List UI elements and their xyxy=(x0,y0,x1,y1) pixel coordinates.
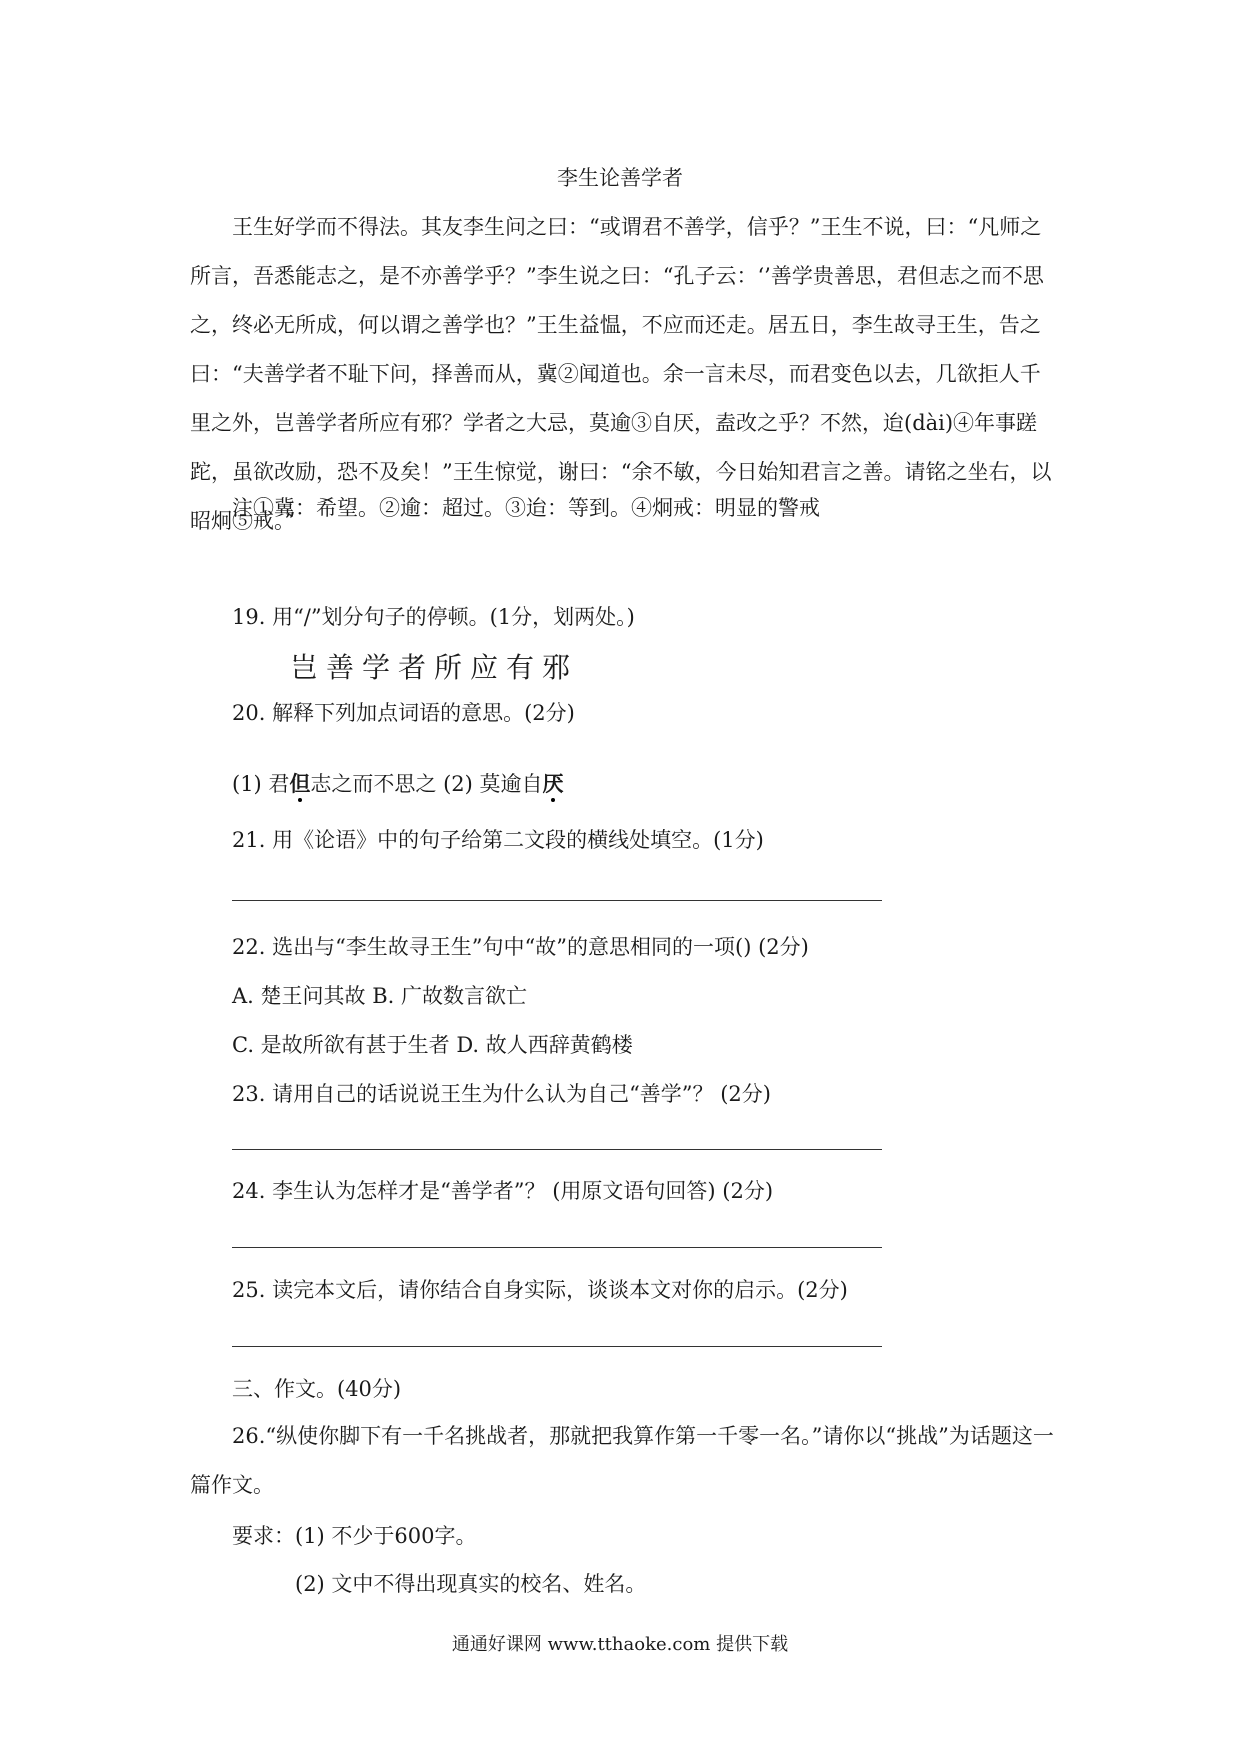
q20-part2: 志之而不思之 (2) 莫逾自 xyxy=(310,772,543,796)
q22-options-ab: A. 楚王问其故 B. 广故数言欲亡 xyxy=(232,984,527,1008)
question-23: 23. 请用自己的话说说王生为什么认为自己“善学”？ (2分) xyxy=(232,1082,771,1106)
footer-source: 通通好课网 www.tthaoke.com 提供下载 xyxy=(451,1634,789,1655)
answer-line-21[interactable] xyxy=(232,900,882,901)
section-essay-heading: 三、作文。(40分) xyxy=(232,1377,402,1401)
essay-requirement-1: 要求：(1) 不少于600字。 xyxy=(232,1524,477,1548)
question-25: 25. 读完本文后，请你结合自身实际，谈谈本文对你的启示。(2分) xyxy=(232,1278,848,1302)
question-20: 20. 解释下列加点词语的意思。(2分) xyxy=(232,701,575,725)
question-21: 21. 用《论语》中的句子给第二文段的横线处填空。(1分) xyxy=(232,828,764,852)
q20-items xyxy=(232,768,564,798)
q22-options-cd: C. 是故所欲有甚于生者 D. 故人西辞黄鹤楼 xyxy=(232,1033,633,1057)
dotted-word-dan: 但 xyxy=(289,771,311,796)
question-24: 24. 李生认为怎样才是“善学者”？ (用原文语句回答) (2分) xyxy=(232,1179,774,1203)
annotation-note: 注①冀：希望。②逾：超过。③迨：等到。④炯戒：明显的警戒 xyxy=(232,496,820,520)
question-19: 19. 用“/”划分句子的停顿。(1分，划两处。) xyxy=(232,605,635,629)
question-26: 26.“纵使你脚下有一千名挑战者，那就把我算作第一千零一名。”请你以“挑战”为话题这一篇作文。 xyxy=(190,1424,1054,1497)
dotted-word-yan: 厌 xyxy=(542,771,564,796)
question-22: 22. 选出与“李生故寻王生”句中“故”的意思相同的一项() (2分) xyxy=(232,935,809,959)
q19-sentence: 岂善学者所应有邪 xyxy=(290,651,579,684)
q20-part1: (1) 君 xyxy=(232,772,290,796)
passage-title: 李生论善学者 xyxy=(557,166,683,190)
answer-line-24[interactable] xyxy=(232,1247,882,1248)
essay-requirement-2: (2) 文中不得出现真实的校名、姓名。 xyxy=(295,1572,647,1596)
answer-line-23[interactable] xyxy=(232,1149,882,1150)
answer-line-25[interactable] xyxy=(232,1346,882,1347)
passage-text: 王生好学而不得法。其友李生问之曰：“或谓君不善学，信乎？”王生不说，曰：“凡师之所言，吾悉能志之，是不亦善学乎？”李生说之曰：“孔子云：‘’善学贵善思，君但志之而不思之，终必无所成，何以谓之善学也？”王生益愠，不应而还走。居五日，李生故寻王生，告之曰：“夫善学者不耻下问，择善而从，冀②闻道也。余一言未尽，而君变色以去，几欲拒人千里之外，岂善学者所应有邪？学者之大忌，莫逾③自厌，盍改之乎？不然，迨(dài)④年事蹉跎，虽欲改励，恐不及矣！”王生惊觉，谢曰：“余不敏，今日始知君言之善。请铭之坐右，以昭炯⑤戒。” xyxy=(190,215,1052,533)
